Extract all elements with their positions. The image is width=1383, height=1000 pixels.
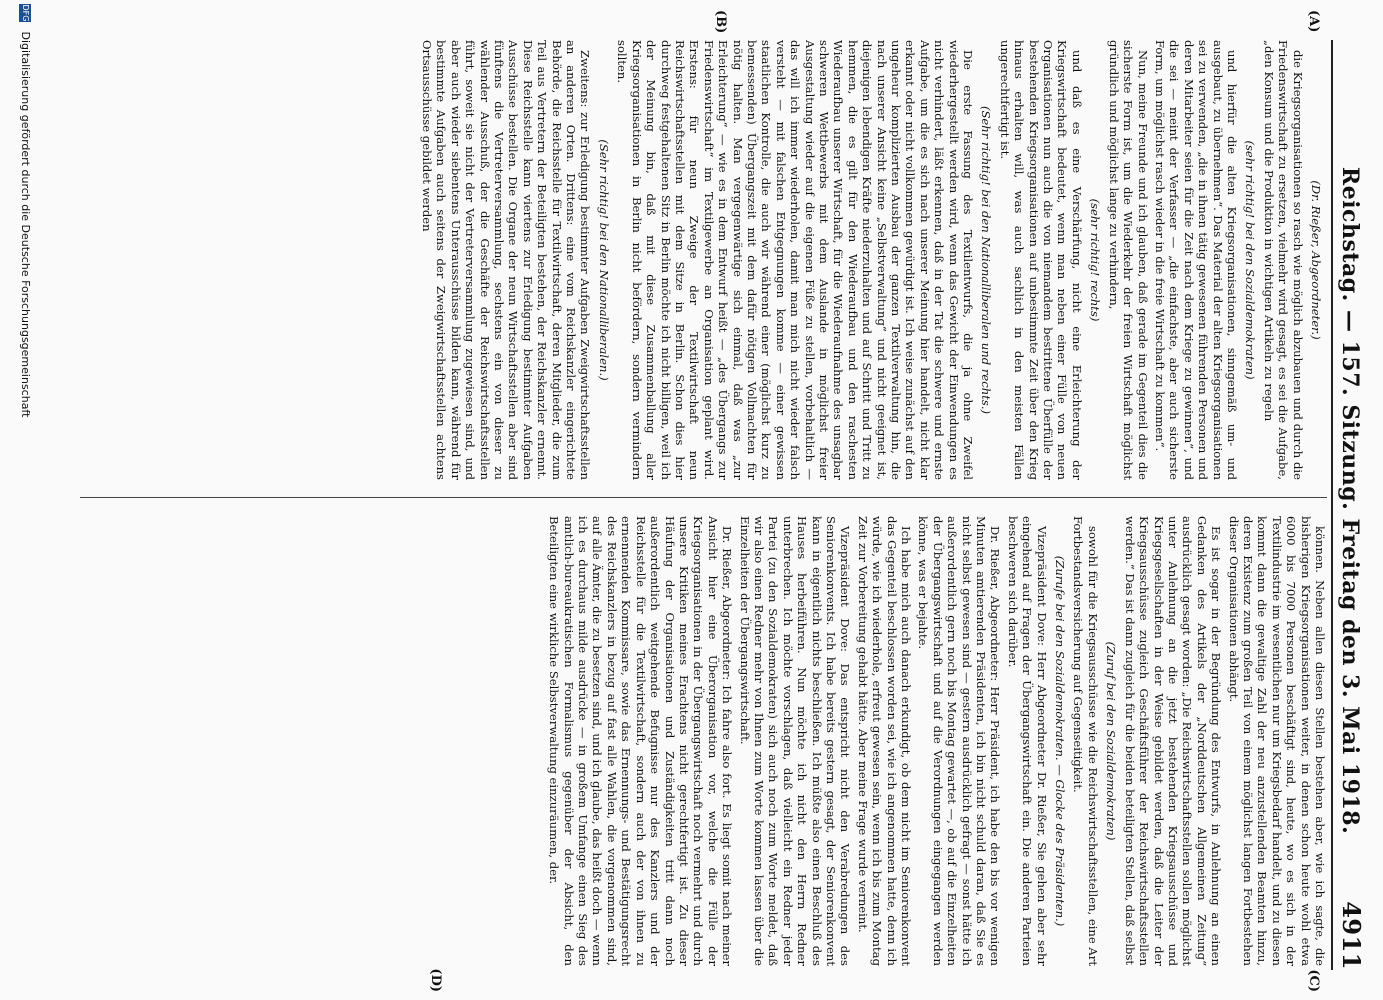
interjection: (Zuruf bei den Sozialdemokraten) <box>1104 641 1119 841</box>
page-footer <box>10 0 32 1000</box>
interjection: (Zurufe bei den Sozialdemokraten. — Glocke des Präsidenten.) <box>1053 555 1068 927</box>
header-title: Reichstag. — 157. Sitzung. Freitag den 3. Mai 1918. <box>1337 166 1363 835</box>
column-divider <box>80 497 1327 498</box>
paragraph: und hierfür die alten Kriegsorganisationen, sinngemäß um- und ausgebaut, zu übernehmen“. Das Material der alten Kriegsorganisationen sei zu verwenden, „die in ihnen tätig gewesenen führenden Personen und deren Mitarbeiter seien für die Zeit nach dem Kriege zu gewinnen“, und die sei — meint der Verfasser — „die einfachste, aber auch sicherste Form, um möglichst rasch wieder in die freie Wirtschaft zu kommen“. <box>1152 40 1239 480</box>
interjection: (Sehr richtig! bei den Nationalliberalen und rechts.) <box>979 105 994 415</box>
left-column <box>80 40 1327 480</box>
paragraph: Es ist sogar in der Begründung des Entwurfs, in Anlehnung an einen Gedanken des Artikels der „Norddeutschen Allgemeinen Zeitung“ ausdrücklich gesagt worden: „Die Reichswirtschaftsstellen sollen möglichst unter Anlehnung an die jetzt bestehenden Kriegsausschüsse und Kriegsgesellschaften in der Weise gebildet werden, daß die Leiter der Kriegsausschüsse zugleich Geschäftsführer der Reichswirtschaftsstellen werden.“ Das ist dann zugleich für die beiden beteiligten Stellen, daß selbst <box>1122 516 1224 966</box>
speaker-line: (Dr. Rießer, Abgeordneter.) <box>1309 180 1323 340</box>
margin-marker-c: (C) <box>1306 969 1321 992</box>
paragraph: Dr. Rießer, Abgeordneter: Ich fahre also fort. Es liegt somit nach meiner Ansicht hier eine Überorganisation vor, welche die Fülle der Kriegsorganisationen in der Übergangswirtschaft noch vermehrt und durch unsere Kritiken meines Erachtens nicht gerechtfertigt ist. Zu dieser Häufung der Organisationen und Zuständigkeiten tritt dann noch außerordentlich weitgehende Befugnisse nur des Kanzlers und der Reichsstelle für die Textilwirtschaft, sondern auch der von ihnen zu ernennenden Kommissare, sowie das Ernennungs- und Bestätigungsrecht des Reichskanzlers in bezug auf fast alle Wahlen, die vorgenommen sind, auf alle Ämter, die zu besetzen sind, und ich glaube, das heißt doch — wenn ich es durchaus milde ausdrücke — in großem Umfange einen Sieg des amtlich-bureaukratischen Formalismus gegenüber der Absicht, den Beteiligten eine wirkliche Selbstverwaltung einzuräumen, der. <box>547 516 735 966</box>
paragraph: Dr. Rießer, Abgeordneter: Herr Präsident, ich habe den bis vor wenigen Minuten amtierenden Präsidenten, ich bin nicht schuld daran, daß Sie es nicht selbst gewesen sind — gestern ausdrücklich gefragt — sonst hätte ich außerordentlich gern noch bis Montag gewartet —, ob auf die Einzelheiten der Übergangswirtschaft und auf die Verordnungen eingegangen werden könne, was er bejahte. <box>916 516 1003 966</box>
page-number: 4911 <box>1337 901 1366 970</box>
margin-marker-a: (A) <box>1306 10 1321 33</box>
paragraph: Die erste Fassung des Textilentwurfs, die ja ohne Zweifel wiederhergestellt werden wird, wenn das Gewicht der Einwendungen es nicht verhindert, läßt erkennen, daß in der Tat die schwere und ernste Aufgabe, um die es sich nach unserer Meinung hier handelt, nicht klar erkannt oder nicht vollkommen gewürdigt ist. Ich weise zunächst auf den ungeheur komplizierten Ausbau der ganzen Textilverwaltung hin, die nach unserer Ansicht keine „Selbstverwaltung“ und nicht geeignet ist, diejenigen lebendigen Kräfte niederzuhalten und auf Schritt und Tritt zu hemmen, die es gilt für den Wiederaufbau und den raschesten Wiederaufbau unserer Wirtschaft, für die Wiederaufnahme des unsagbar schweren Wettbewerbs mit dem Auslande in möglichst freier Ausgestaltung wieder auf die eigenen Füße zu stellen, vorbehaltlich — das will ich immer wiederholen, damit man mich nicht wieder falsch versteht — mit falschen Entgegnungen komme — einer gewissen staatlichen Kontrolle, die auch wir während einer (möglichst kurz zu bemessenden) Übergangszeit mit dem dafür nötigen Vollmachten für nötig halten. Man vergegenwärtige sich einmal, daß was „zur Erleichterung“ — wie es in dem Entwurf heißt — „des Übergangs zur Friedenswirtschaft“ im Textilgewerbe an Organisation geplant wird. Erstens: für neun Zweige der Textilwirtschaft neun Reichswirtschaftsstellen mit dem Sitze in Berlin. Schon dies hier durchweg festgehaltenen Sitz in Berlin möchte ich nicht billigen, weil ich der Meinung bin, daß mit diese Zusammenballung aller Kriegsorganisationen in Berlin nicht befördern, sondern vermindern sollten. <box>615 40 976 480</box>
right-column <box>80 516 1327 966</box>
paragraph: Zweitens: zur Erledigung bestimmter Aufgaben Zweigwirtschaftsstellen an anderen Orten. Drittens: eine vom Reichskanzler eingerichtete Behörde, die Reichsstelle für Textilwirtschaft, deren Mitglieder, die zum Teil aus Vertretern der Beteiligten bestehen, der Reichskanzler ernennt. Diese Reichsstelle kann viertens zur Erledigung bestimmter Aufgaben Ausschüsse bestellen. Die Organe der neun Wirtschaftsstellen aber sind fünftens die Vertreterversammlung, sechstens ein von dieser zu wählender Ausschuß, der die Geschäfte der Reichswirtschaftsstellen führt, soweit sie nicht der Vertreterversammlung zugewiesen sind, und aber auch wieder siebentens Unterausschüsse bilden kann, während für bestimmte Aufgaben auch seitens der Zweigwirtschaftsstellen achtens Ortsausschüsse gebildet werden <box>420 40 593 480</box>
paragraph: Ich habe mich auch danach erkundigt, ob dem nicht im Seniorenkonvent das Gegenteil beschlossen worden sei, wie ich angenommen hatte, denn ich würde, wie ich wiederhole, erfreut gewesen sein, wenn ich bis zum Montag Zeit zur Vorbereitung gehabt hätte. Aber meine Frage wurde verneint. <box>855 516 914 966</box>
paragraph: Nun, meine Freunde und ich glauben, daß gerade im Gegenteil dies die sicherste Form ist, um die Wiederkehr der freien Wirtschaft möglichst gründlich und möglichst lange zu verhindern, <box>1106 40 1150 480</box>
paragraph: können. Neben allen diesen Stellen bestehen aber, wie ich sagte, die bisherigen Kriegsorganisationen weiter, in denen schon heute wohl etwa 6000 bis 7000 Personen beschäftigt sind, heute, wo es sich in der Textilindustrie im wesentlichen nur um Kriegsbedarf handelt, und zu diesen kommt dann die gewaltige Zahl der neu anzustellenden Beamten hinzu, deren Existenz zum großen Teil von einem möglichst langen Fortbestehen dieser Organisationen abhängt. <box>1226 516 1327 966</box>
paragraph: die Kriegsorganisationen so rasch wie möglich abzubauen und durch die Friedenswirtschaft zu ersetzen, vielmehr wird gesagt, es sei die Aufgabe, „den Konsum und die Produktion in wichtigen Artikeln zu regeln <box>1261 40 1305 480</box>
paragraph: sowohl für die Kriegsausschüsse wie die Reichswirtschaftsstellen, eine Art Fortbestandsversicherung auf Gegenseitigkeit. <box>1071 516 1100 966</box>
margin-marker-d: (D) <box>428 968 443 992</box>
interjection: (sehr richtig! bei den Sozialdemokraten) <box>1243 140 1258 380</box>
paragraph: Vizepräsident Dove: Herr Abgeordneter Dr. Rießer, Sie gehen aber sehr eingehend auf Fragen der Übergangswirtschaft ein. Die anderen Parteien beschweren sich darüber. <box>1005 516 1049 966</box>
paragraph: und daß es eine Verschärfung, nicht eine Erleichterung der Kriegswirtschaft bedeutet, wenn man neben einer Fülle von neuen Organisationen nun auch die von niemandem bestrittene Überfülle der bestehenden Kriegsorganisationen auf unbestimmte Zeit über den Krieg hinaus erhalten will, was auch sachlich in den meisten Fällen ungerechtfertigt ist. <box>997 40 1084 480</box>
paragraph: Vizepräsident Dove: Das entspricht nicht den Verabredungen des Seniorenkonvents. Ich habe bereits gestern gesagt, der Seniorenkonvent kann in eigentlich nichts beschließen. Ich müßte also einen Beschluß des Hauses herbeiführen. Nun möchte ich nicht den Herrn Redner unterbrechen. Ich möchte vorschlagen, daß vielleicht ein Redner jeder Partei (zu den Sozialdemokraten) sich auch noch zum Worte meldet, daß wir also einen Redner mehr von Ihnen zum Worte kommen lassen über die Einzelheiten der Übergangswirtschaft. <box>737 516 853 966</box>
footer-credit: Digitalisierung gefördert durch die Deutsche Forschungsgemeinschaft <box>19 31 32 418</box>
page-header <box>1331 40 1377 970</box>
dfg-logo: DFG <box>21 4 30 22</box>
interjection: (Sehr richtig! bei den Nationalliberalen.) <box>596 139 611 381</box>
margin-marker-b: (B) <box>713 10 728 34</box>
interjection: (sehr richtig! rechts) <box>1088 198 1103 322</box>
